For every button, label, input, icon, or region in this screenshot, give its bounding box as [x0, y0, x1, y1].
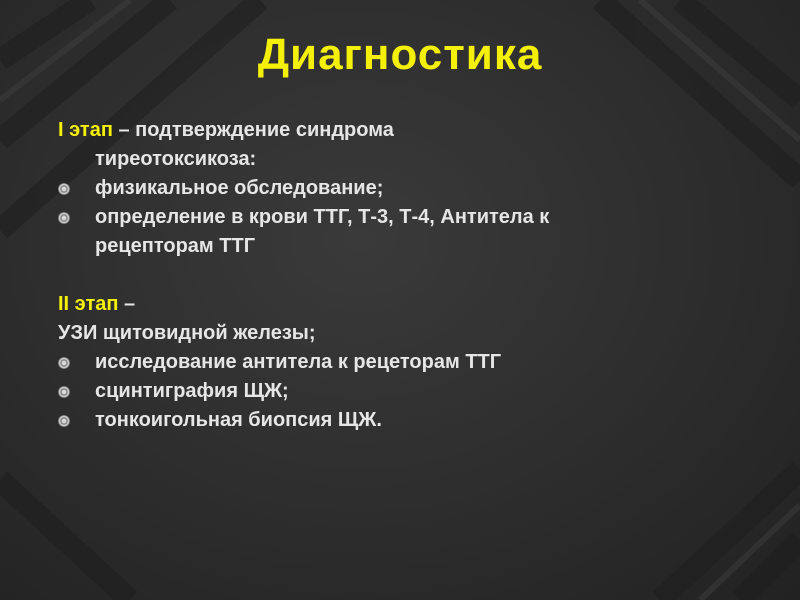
- slide-content: [58, 116, 768, 435]
- list-item-text: исследование антитела к рецеторам ТТГ: [95, 351, 502, 373]
- circle-bullet-icon: [58, 183, 70, 195]
- list-item-text: сцинтиграфия ЩЖ;: [95, 380, 289, 402]
- circle-bullet-icon: [58, 357, 70, 369]
- stage-1-continuation: тиреотоксикоза:: [95, 148, 257, 170]
- list-item-continuation: рецепторам ТТГ: [95, 235, 256, 257]
- stage-2-plain-item: УЗИ щитовидной железы;: [58, 322, 316, 344]
- list-item: [58, 174, 768, 203]
- list-item: [58, 348, 768, 377]
- stage-2-heading: [58, 290, 768, 319]
- stage-2-text: –: [118, 293, 136, 315]
- list-item-text: тонкоигольная биопсия ЩЖ.: [95, 409, 382, 431]
- list-item: [58, 203, 768, 232]
- list-item: [58, 406, 768, 435]
- stage-1-text: – подтверждение синдрома: [112, 119, 394, 141]
- stage-1-heading: [58, 116, 768, 145]
- list-item-text: физикальное обследование;: [95, 177, 384, 199]
- page-title: Диагностика: [257, 30, 543, 79]
- stage-1-label: I этап: [58, 119, 113, 141]
- circle-bullet-icon: [58, 415, 70, 427]
- list-item-text: определение в крови ТТГ, Т-3, Т-4, Антитела к: [95, 206, 550, 228]
- circle-bullet-icon: [58, 212, 70, 224]
- list-item: [58, 377, 768, 406]
- circle-bullet-icon: [58, 386, 70, 398]
- stage-2-label: II этап: [58, 293, 119, 315]
